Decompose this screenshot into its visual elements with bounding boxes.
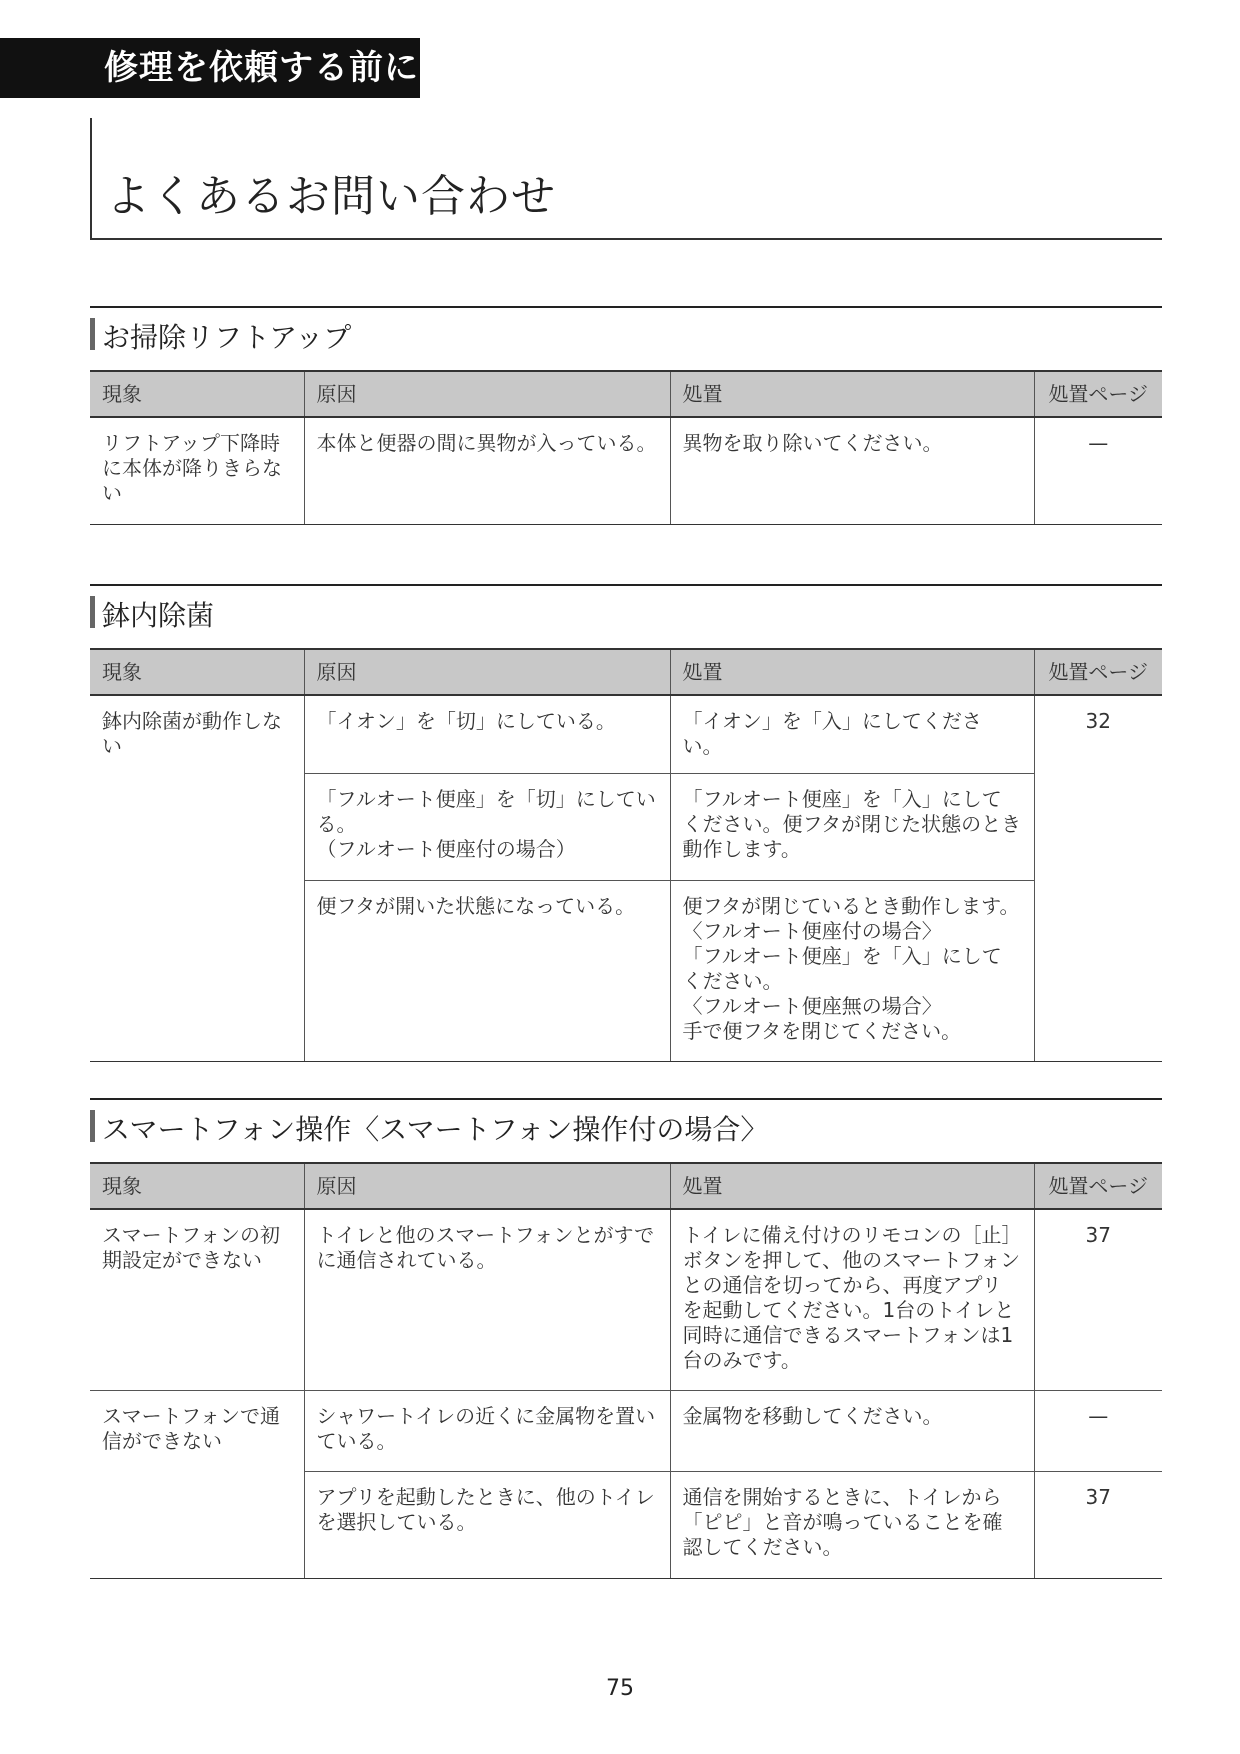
header-phenomenon: 現象 xyxy=(90,371,304,417)
section-title xyxy=(90,584,1162,632)
header-phenomenon: 現象 xyxy=(90,1163,304,1209)
page-cell: 37 xyxy=(1034,1472,1162,1579)
section-title-text: お掃除リフトアップ xyxy=(102,321,352,354)
header-cause: 原因 xyxy=(304,649,670,695)
section-smartphone xyxy=(90,1098,1162,1579)
header-action: 処置 xyxy=(670,1163,1034,1209)
section-bowl-sterilization xyxy=(90,584,1162,1062)
page-cell: 37 xyxy=(1034,1209,1162,1391)
header-action: 処置 xyxy=(670,649,1034,695)
cause-cell: 本体と便器の間に異物が入っている。 xyxy=(304,417,670,525)
section-title xyxy=(90,1098,1162,1146)
section-title-marker xyxy=(90,596,95,628)
header-page: 処置ページ xyxy=(1034,1163,1162,1209)
cause-cell: シャワートイレの近くに金属物を置いている。 xyxy=(304,1391,670,1472)
table-header-row xyxy=(90,371,1162,417)
header-action: 処置 xyxy=(670,371,1034,417)
phenomenon-cell: リフトアップ下降時に本体が降りきらない xyxy=(90,417,304,525)
action-cell: 「イオン」を「入」にしてください。 xyxy=(670,695,1034,774)
faq-table xyxy=(90,648,1162,1062)
page-heading xyxy=(90,118,1162,240)
cause-cell: アプリを起動したときに、他のトイレを選択している。 xyxy=(304,1472,670,1579)
page-cell: — xyxy=(1034,417,1162,525)
chapter-tab: 修理を依頼する前に xyxy=(0,38,420,98)
header-phenomenon: 現象 xyxy=(90,649,304,695)
table-row xyxy=(90,695,1162,774)
phenomenon-cell: 鉢内除菌が動作しない xyxy=(90,695,304,1062)
cause-cell: 「イオン」を「切」にしている。 xyxy=(304,695,670,774)
action-cell: トイレに備え付けのリモコンの［止］ボタンを押して、他のスマートフォンとの通信を切ってから、再度アプリを起動してください。1台のトイレと同時に通信できるスマートフォンは1台のみです。 xyxy=(670,1209,1034,1391)
phenomenon-cell: スマートフォンの初期設定ができない xyxy=(90,1209,304,1391)
header-page: 処置ページ xyxy=(1034,649,1162,695)
page-number: 75 xyxy=(606,1676,634,1701)
action-cell: 便フタが閉じているとき動作します。 〈フルオート便座付の場合〉 「フルオート便座」を「入」にしてください。 〈フルオート便座無の場合〉 手で便フタを閉じてください。 xyxy=(670,881,1034,1062)
page-cell: 32 xyxy=(1034,695,1162,1062)
section-title-text: 鉢内除菌 xyxy=(102,599,215,632)
faq-table xyxy=(90,370,1162,525)
section-title-marker xyxy=(90,1110,95,1142)
page-cell: — xyxy=(1034,1391,1162,1472)
section-title xyxy=(90,306,1162,354)
section-title-marker xyxy=(90,318,95,350)
table-header-row xyxy=(90,1163,1162,1209)
action-cell: 通信を開始するときに、トイレから「ピピ」と音が鳴っていることを確認してください。 xyxy=(670,1472,1034,1579)
table-header-row xyxy=(90,649,1162,695)
page-title: よくあるお問い合わせ xyxy=(106,171,556,222)
phenomenon-cell: スマートフォンで通信ができない xyxy=(90,1391,304,1579)
section-title-text: スマートフォン操作〈スマートフォン操作付の場合〉 xyxy=(102,1113,769,1146)
cause-cell: トイレと他のスマートフォンとがすでに通信されている。 xyxy=(304,1209,670,1391)
section-lift-up xyxy=(90,306,1162,525)
table-row xyxy=(90,417,1162,525)
header-page: 処置ページ xyxy=(1034,371,1162,417)
cause-cell: 便フタが開いた状態になっている。 xyxy=(304,881,670,1062)
faq-table xyxy=(90,1162,1162,1579)
action-cell: 「フルオート便座」を「入」にしてください。便フタが閉じた状態のとき動作します。 xyxy=(670,774,1034,881)
table-row xyxy=(90,1391,1162,1472)
header-cause: 原因 xyxy=(304,371,670,417)
cause-cell: 「フルオート便座」を「切」にしている。 （フルオート便座付の場合） xyxy=(304,774,670,881)
action-cell: 金属物を移動してください。 xyxy=(670,1391,1034,1472)
table-row xyxy=(90,1209,1162,1391)
header-cause: 原因 xyxy=(304,1163,670,1209)
action-cell: 異物を取り除いてください。 xyxy=(670,417,1034,525)
